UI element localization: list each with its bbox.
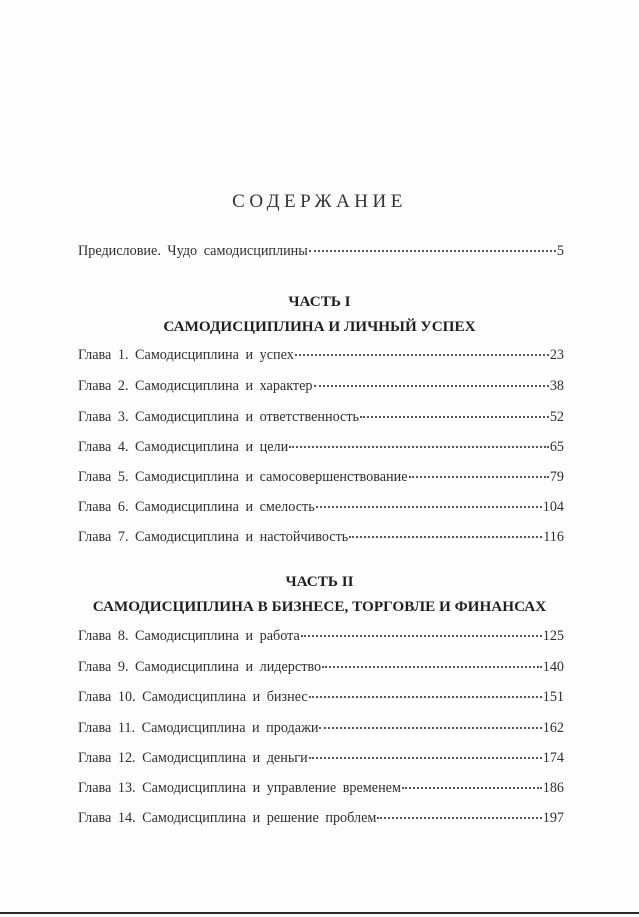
toc-entry-chapter-11[interactable]	[78, 719, 564, 737]
toc-entry-label: Глава 5. Самодисциплина и самосовершенствование	[78, 469, 408, 485]
toc-entry-chapter-7[interactable]	[78, 528, 564, 546]
toc-entry-chapter-3[interactable]	[78, 408, 564, 426]
dot-leader	[322, 665, 542, 668]
toc-entry-chapter-14[interactable]	[78, 809, 564, 827]
toc-entry-page: 52	[549, 409, 564, 425]
toc-entry-label: Глава 13. Самодисциплина и управление временем	[78, 780, 401, 796]
part-1-number: ЧАСТЬ I	[288, 293, 351, 310]
dot-leader	[316, 505, 542, 508]
toc-entry-label: Глава 9. Самодисциплина и лидерство	[78, 659, 322, 675]
toc-entry-label: Глава 12. Самодисциплина и деньги	[78, 750, 308, 766]
toc-entry-page: 125	[542, 628, 564, 644]
toc-entry-page: 38	[549, 378, 564, 394]
toc-entry-chapter-13[interactable]	[78, 779, 564, 797]
dot-leader	[289, 445, 549, 448]
dot-leader	[349, 535, 542, 538]
toc-title: СОДЕРЖАНИЕ	[232, 191, 407, 212]
toc-entry-page: 186	[542, 780, 564, 796]
toc-entry-label: Глава 11. Самодисциплина и продажи	[78, 720, 319, 736]
dot-leader	[309, 249, 556, 252]
toc-entry-page: 162	[542, 720, 564, 736]
toc-entry-page: 104	[542, 499, 564, 515]
page-bottom-edge	[0, 912, 639, 914]
toc-entry-page: 151	[542, 689, 564, 705]
toc-entry-chapter-10[interactable]	[78, 688, 564, 706]
toc-entry-page: 197	[542, 810, 564, 826]
dot-leader	[295, 353, 549, 356]
dot-leader	[309, 756, 542, 759]
toc-entry-chapter-5[interactable]	[78, 468, 564, 486]
dot-leader	[377, 816, 541, 819]
toc-entry-chapter-2[interactable]	[78, 377, 564, 395]
dot-leader	[309, 695, 542, 698]
toc-entry-preface[interactable]	[78, 242, 564, 260]
dot-leader	[319, 726, 541, 729]
part-1-title: САМОДИСЦИПЛИНА И ЛИЧНЫЙ УСПЕХ	[163, 318, 476, 335]
toc-entry-label: Глава 3. Самодисциплина и ответственность	[78, 409, 360, 425]
toc-entry-label: Глава 2. Самодисциплина и характер	[78, 378, 313, 394]
toc-entry-page: 65	[549, 439, 564, 455]
dot-leader	[301, 634, 542, 637]
toc-entry-label: Глава 14. Самодисциплина и решение проблем	[78, 810, 377, 826]
toc-entry-chapter-9[interactable]	[78, 658, 564, 676]
dot-leader	[409, 475, 549, 478]
toc-entry-chapter-4[interactable]	[78, 438, 564, 456]
toc-entry-chapter-6[interactable]	[78, 498, 564, 516]
dot-leader	[402, 786, 542, 789]
dot-leader	[314, 384, 549, 387]
toc-entry-page: 140	[542, 659, 564, 675]
toc-entry-label: Глава 6. Самодисциплина и смелость	[78, 499, 315, 515]
toc-entry-page: 5	[556, 243, 564, 259]
part-2-title: САМОДИСЦИПЛИНА В БИЗНЕСЕ, ТОРГОВЛЕ И ФИНАНСАХ	[92, 598, 547, 615]
toc-entry-page: 79	[549, 469, 564, 485]
toc-entry-page: 23	[549, 347, 564, 363]
toc-entry-chapter-8[interactable]	[78, 627, 564, 645]
toc-entry-label: Глава 10. Самодисциплина и бизнес	[78, 689, 308, 705]
toc-entry-label: Глава 7. Самодисциплина и настойчивость	[78, 529, 349, 545]
toc-entry-chapter-12[interactable]	[78, 749, 564, 767]
toc-entry-label: Глава 4. Самодисциплина и цели	[78, 439, 289, 455]
part-2-number: ЧАСТЬ II	[285, 573, 354, 590]
toc-entry-page: 174	[542, 750, 564, 766]
toc-entry-label: Глава 1. Самодисциплина и успех	[78, 347, 294, 363]
dot-leader	[360, 415, 549, 418]
toc-entry-label: Предисловие. Чудо самодисциплины	[78, 243, 308, 259]
toc-entry-label: Глава 8. Самодисциплина и работа	[78, 628, 300, 644]
toc-entry-chapter-1[interactable]	[78, 346, 564, 364]
toc-entry-page: 116	[543, 529, 564, 545]
